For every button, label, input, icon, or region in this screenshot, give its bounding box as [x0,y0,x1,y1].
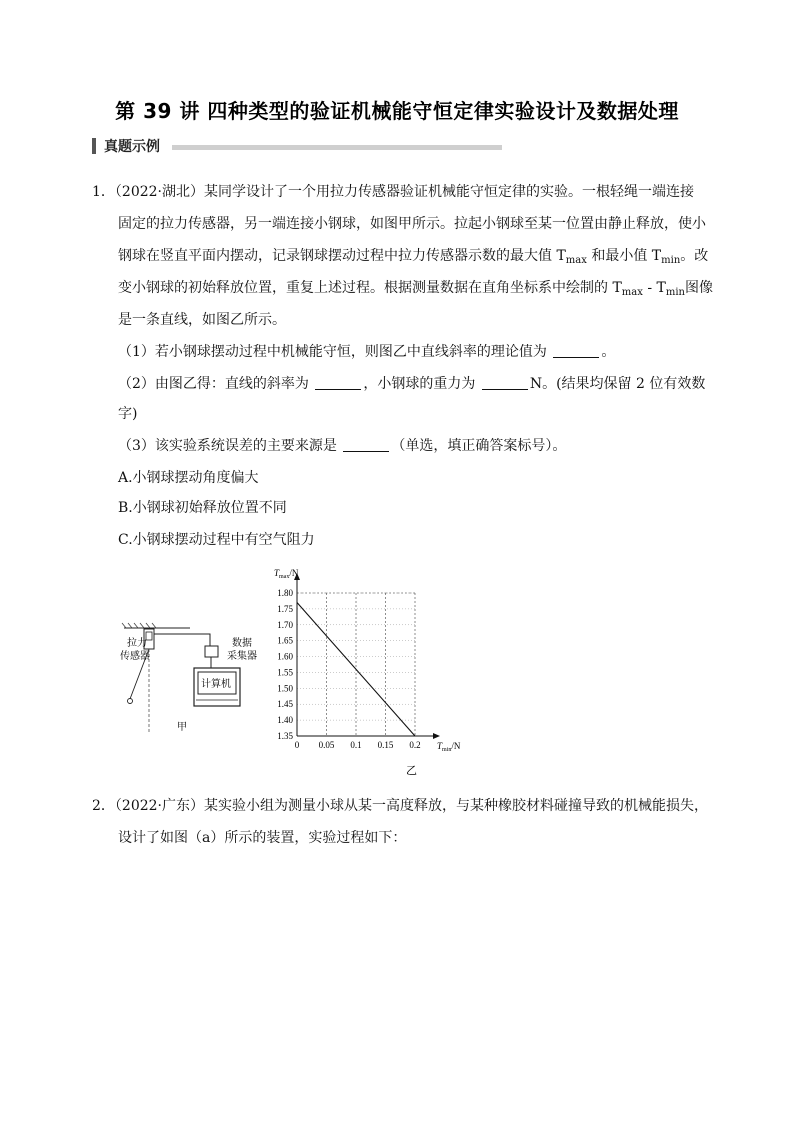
q1-option-b: B.小钢球初始释放位置不同 [118,500,287,516]
y-tick-label: 1.60 [277,651,293,662]
section-title: 真题示例 [104,139,160,155]
data-collector-box [205,646,218,657]
x-tick-label: 0.05 [318,740,335,750]
q1-part-1-text: （1）若小钢球摆动过程中机械能守恒，则图乙中直线斜率的理论值为 [118,344,547,360]
x-axis-arrow [433,733,440,739]
q1-part-3-text: （3）该实验系统误差的主要来源是 [118,438,337,454]
y-tick-label: 1.55 [277,667,293,678]
sensor-label-2: 传感器 [120,651,150,662]
q1-slope-blank[interactable] [315,375,361,390]
figure-yi-caption: 乙 [406,765,417,777]
section-marker [92,138,96,154]
y-tick-label: 1.45 [277,699,293,710]
section-rule [172,145,502,150]
q1-part-1-blank[interactable] [553,343,599,358]
collector-label-1: 数据 [232,638,252,649]
chart-axes [294,573,440,739]
q1-line-4-a: 变小钢球的初始释放位置，重复上述过程。根据测量数据在直角坐标系中绘制的 T [118,280,622,296]
q1-line-4 [118,278,713,303]
q1-part-2-end: N。(结果均保留 2 位有效数 [529,376,706,392]
computer-label: 计算机 [201,679,231,690]
page-title: 第 39 讲 四种类型的验证机械能守恒定律实验设计及数据处理 [115,99,679,123]
q1-line-4-sub-min: min [665,287,685,298]
x-tick-label: 0.1 [350,740,362,750]
q1-option-c: C.小钢球摆动过程中有空气阻力 [118,532,315,548]
q1-part-1 [118,342,615,362]
x-tick-label: 0.2 [409,740,421,750]
y-tick-label: 1.75 [277,603,293,614]
y-tick-label: 1.50 [277,683,293,694]
q1-line-2: 固定的拉力传感器，另一端连接小钢球，如图甲所示。拉起小钢球至某一位置由静止释放，使小 [118,216,706,232]
q1-tmax-sub: max [565,255,587,266]
y-tick-label: 1.40 [277,715,293,726]
q1-gravity-blank[interactable] [482,375,528,390]
y-tick-label: 1.70 [277,619,293,630]
q1-part-2 [118,374,705,394]
q1-part-1-end: 。 [601,344,616,360]
q1-line-1: 1．（2022·湖北）某同学设计了一个用拉力传感器验证机械能守恒定律的实验。一根轻绳一端连接 [92,184,694,200]
y-tick-label: 1.35 [277,731,293,741]
q1-line-3-b: 和最小值 T [586,248,662,264]
figure-jia-caption: 甲 [177,722,187,733]
y-tick-label: 1.65 [277,635,293,646]
x-tick-label: 0 [294,740,300,750]
collector-label-2: 采集器 [227,651,257,662]
figure-jia [110,620,280,735]
q1-tmin-sub: min [661,255,681,266]
q1-line-3 [118,246,708,271]
q1-line-4-b: - T [642,280,666,296]
chart-grid [297,593,415,736]
q1-line-5: 是一条直线，如图乙所示。 [118,312,286,328]
y-axis-label: $T_{max}/N$ [274,568,299,580]
q2-line-2: 设计了如图（a）所示的装置，实验过程如下： [118,830,407,846]
q1-line-3-a: 钢球在竖直平面内摆动，记录钢球摆动过程中拉力传感器示数的最大值 T [118,248,566,264]
chart-y-ticks [277,588,293,741]
q1-line-4-sub-max: max [621,287,643,298]
y-tick-label: 1.80 [277,588,293,598]
q1-part-2-cont: 字) [118,406,138,422]
q1-part-3-end: （单选，填正确答案标号）。 [391,438,567,454]
q1-part-2-text: （2）由图乙得：直线的斜率为 [118,376,309,392]
x-tick-label: 0.15 [377,740,394,750]
q1-part-3 [118,436,566,456]
x-axis-label: $T_{min}/N$ [437,741,461,753]
q1-option-a: A.小钢球摆动角度偏大 [118,470,259,486]
sensor-label-1: 拉力 [127,638,147,649]
q1-part-3-blank[interactable] [343,437,389,452]
ceiling-hatch [122,623,156,628]
steel-ball [128,699,133,704]
figure-yi-chart [260,563,470,778]
q2-line-1: 2．（2022·广东）某实验小组为测量小球从某一高度释放，与某种橡胶材料碰撞导致的机械能损失， [92,798,708,814]
q1-line-3-c: 。改 [680,248,709,264]
sensor-cable [154,634,210,646]
chart-x-ticks [295,740,421,750]
section-header [92,136,422,156]
q1-part-2-mid: ，小钢球的重力为 [363,376,476,392]
q1-line-4-c: 图像 [684,280,713,296]
